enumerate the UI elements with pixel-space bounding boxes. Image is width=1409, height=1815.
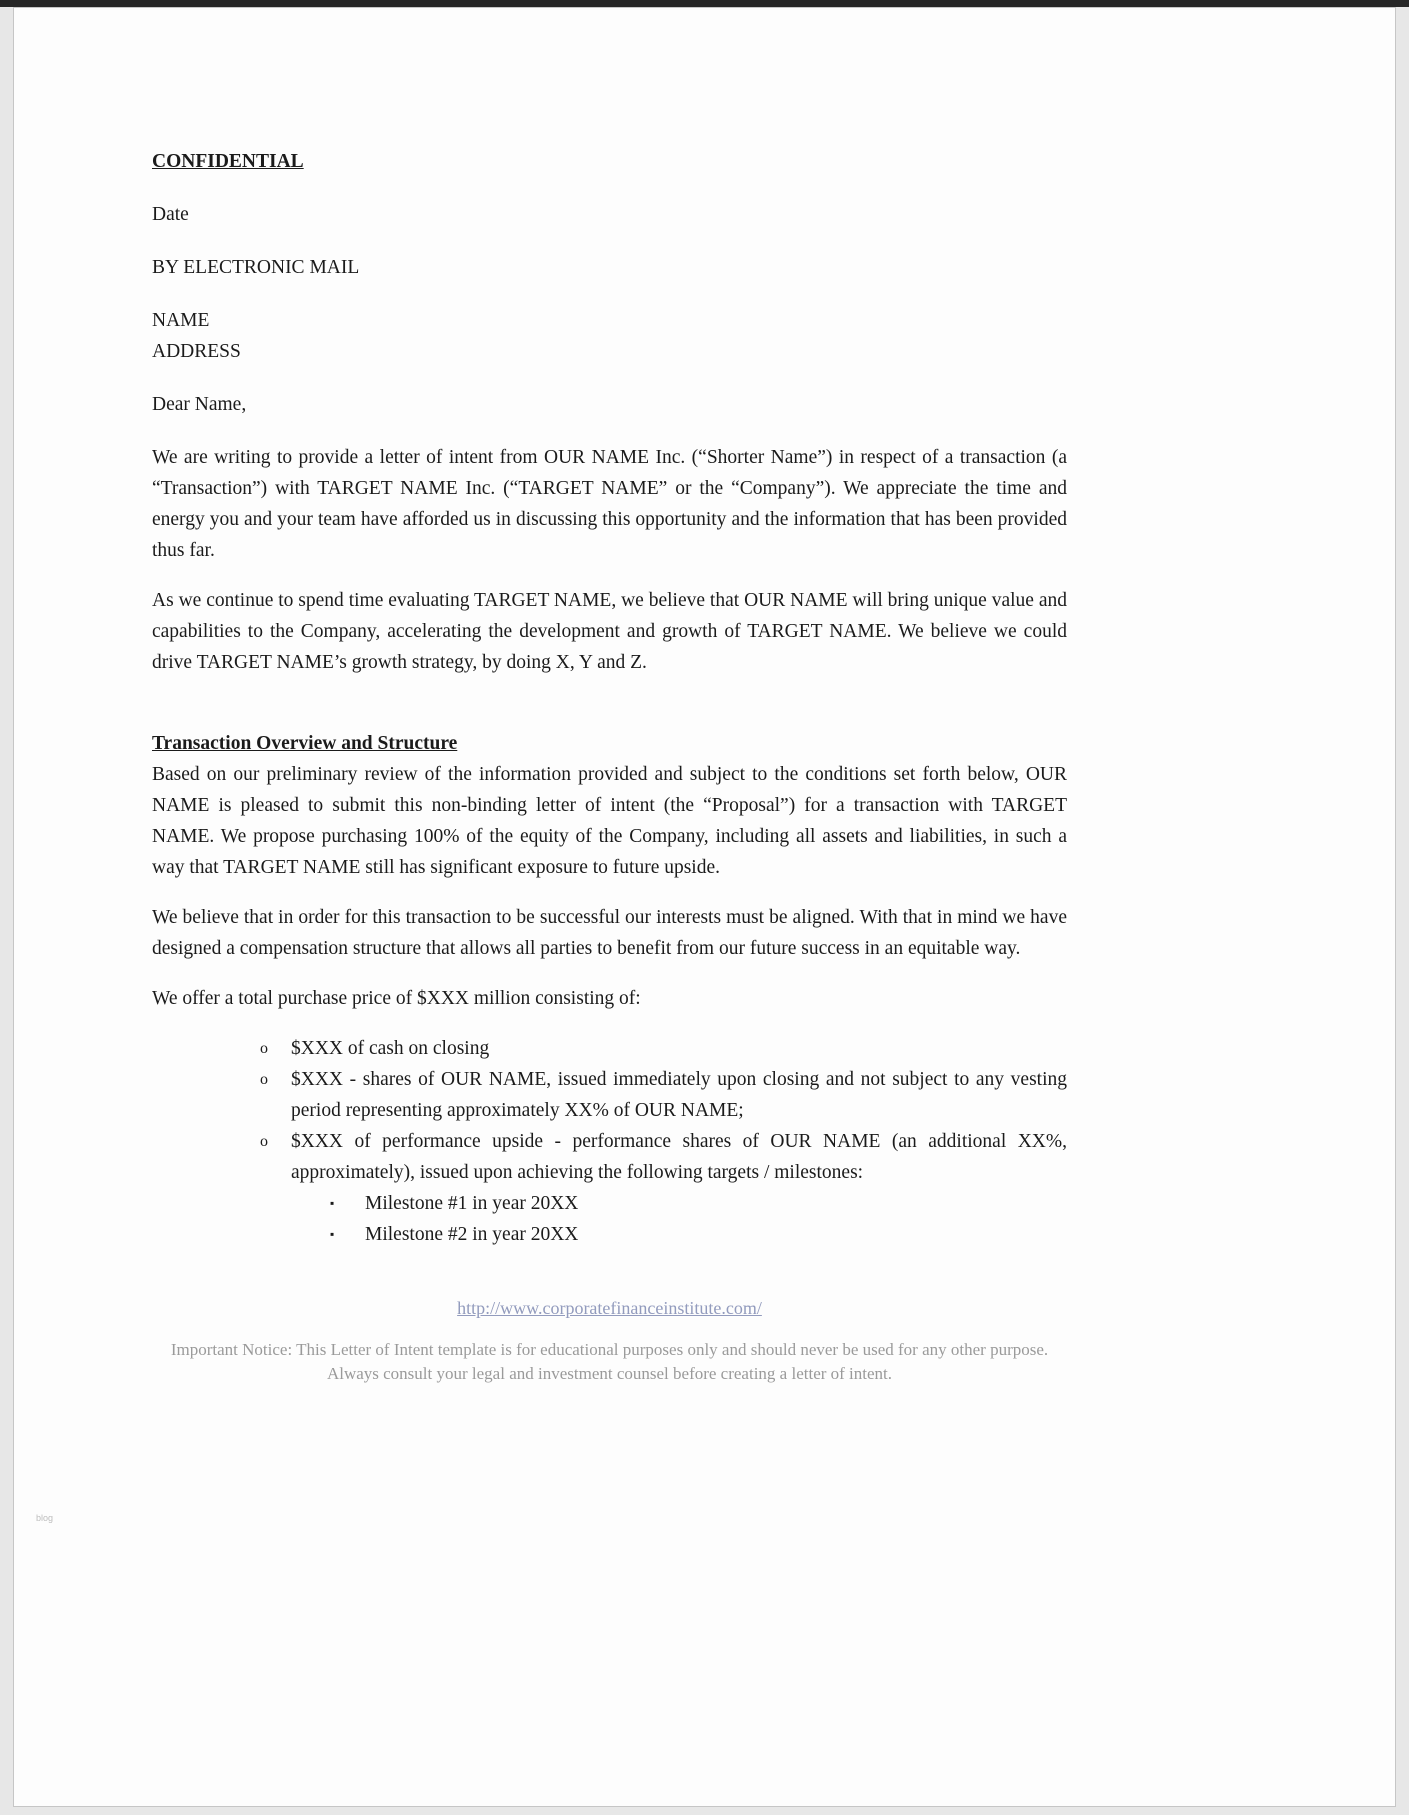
list-item <box>152 1126 1067 1188</box>
sub-bullet-text: Milestone #1 in year 20XX <box>365 1193 579 1214</box>
recipient-address: ADDRESS <box>152 341 241 362</box>
bullet-text: $XXX of performance upside - performance shares of OUR NAME (an additional XX%, approximately), issued upon achieving the following targets / milestones: <box>291 1131 1067 1183</box>
confidential-heading-row <box>152 146 1067 177</box>
list-item <box>152 1064 1067 1126</box>
bullet-text: $XXX of cash on closing <box>291 1038 490 1059</box>
bullet-marker: o <box>260 1040 268 1057</box>
recipient-name: NAME <box>152 310 210 331</box>
list-item <box>152 1033 1067 1064</box>
offer-bullet-list <box>152 1033 1067 1250</box>
bullet-text: $XXX - shares of OUR NAME, issued immediately upon closing and not subject to any vesting period representing approximately XX% of OUR NAME; <box>291 1069 1067 1121</box>
recipient-block <box>152 305 1067 367</box>
square-bullet-marker: ▪ <box>330 1227 335 1241</box>
sub-list-item <box>152 1188 1067 1219</box>
value-paragraph: As we continue to spend time evaluating TARGET NAME, we believe that OUR NAME will bring unique value and capabilities to the Company, accelerating the development and growth of TARGET NAME. We believe we could drive TARGET NAME’s growth strategy, by doing X, Y and Z. <box>152 590 1067 673</box>
confidential-heading: CONFIDENTIAL <box>152 151 304 172</box>
square-bullet-marker: ▪ <box>330 1196 335 1210</box>
salutation: Dear Name, <box>152 394 247 415</box>
watermark-text: blog <box>36 1513 54 1523</box>
section-heading-block <box>152 728 1067 759</box>
proposal-paragraph: Based on our preliminary review of the information provided and subject to the conditions set forth below, OUR NAME is pleased to submit this non-binding letter of intent (the “Proposal”) for a transaction with TARGET NAME. We propose purchasing 100% of the equity of the Company, including all assets and liabilities, in such a way that TARGET NAME still has significant exposure to future upside. <box>152 764 1067 878</box>
date-line: Date <box>152 204 189 225</box>
bullet-marker: o <box>260 1133 268 1150</box>
sub-list-item <box>152 1219 1067 1250</box>
alignment-paragraph: We believe that in order for this transaction to be successful our interests must be aligned. With that in mind we have designed a compensation structure that allows all parties to benefit from our future success in an equitable way. <box>152 907 1067 959</box>
important-notice: Important Notice: This Letter of Intent template is for educational purposes only and should never be used for any other purpose. Always consult your legal and investment counsel before creating a letter of intent. <box>170 1340 1049 1383</box>
purchase-price-paragraph: We offer a total purchase price of $XXX million consisting of: <box>152 988 641 1009</box>
source-link-row <box>152 1296 1067 1320</box>
section-heading: Transaction Overview and Structure <box>152 733 458 754</box>
delivery-method-line: BY ELECTRONIC MAIL <box>152 257 360 278</box>
document-page <box>13 7 1396 1807</box>
intro-paragraph: We are writing to provide a letter of intent from OUR NAME Inc. (“Shorter Name”) in respect of a transaction (a “Transaction”) with TARGET NAME Inc. (“TARGET NAME” or the “Company”). We appreciate the time and energy you and your team have afforded us in discussing this opportunity and the information that has been provided thus far. <box>152 447 1067 561</box>
source-link[interactable]: http://www.corporatefinanceinstitute.com/ <box>457 1298 762 1318</box>
sub-bullet-text: Milestone #2 in year 20XX <box>365 1224 579 1245</box>
bullet-marker: o <box>260 1071 268 1088</box>
letter-content <box>152 8 1067 1386</box>
window-top-edge <box>0 0 1409 7</box>
